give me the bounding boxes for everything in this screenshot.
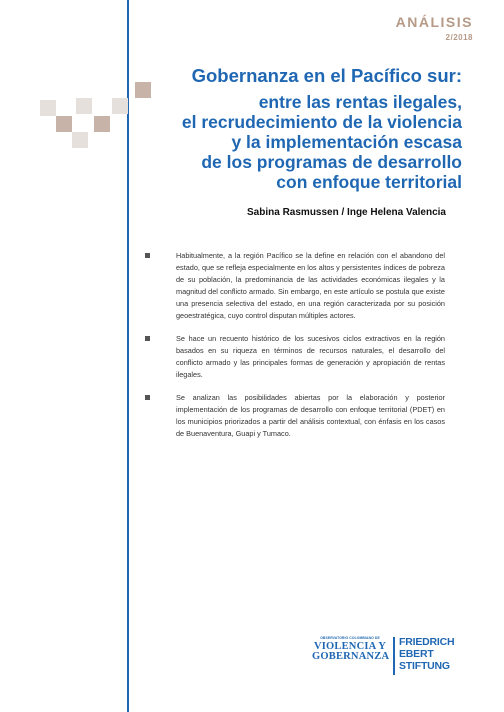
bullet-item xyxy=(145,333,445,381)
subtitle-line: con enfoque territorial xyxy=(276,172,462,192)
deco-square xyxy=(94,116,110,132)
fes-line-1: FRIEDRICH xyxy=(399,636,455,648)
deco-square xyxy=(112,98,128,114)
observatorio-line-1: VIOLENCIA Y xyxy=(313,641,387,652)
bullet-text: Se hace un recuento histórico de los sucesivos ciclos extractivos en la región basados en su riqueza en términos de recursos naturales, el desarrollo del conflicto armado y las principales formas de generación y apropiación de rentas ilegales. xyxy=(176,334,445,379)
title-main: Gobernanza en el Pacífico sur: xyxy=(191,65,462,86)
observatorio-small-text: OBSERVATORIO COLOMBIANO DE xyxy=(320,636,380,640)
bullet-square-icon xyxy=(145,253,150,258)
deco-square xyxy=(135,82,151,98)
logo-separator xyxy=(393,637,395,675)
footer-logos xyxy=(312,636,464,676)
bullet-item xyxy=(145,250,445,322)
observatorio-logo xyxy=(312,636,388,662)
bullet-text: Habitualmente, a la región Pacífico se la define en relación con el abandono del estado, que se refleja especialmente en los altos y persistentes índices de pobreza de su población, la predominancia de las actividades económicas ilegales y la magnitud del conflicto armado. Sin embargo, en este artículo se postula que existe una presencia selectiva del estado, en una región caracterizada por su posición geoestratégica, cuyo control disputan múltiples actores. xyxy=(176,251,445,320)
bullet-square-icon xyxy=(145,336,150,341)
summary-bullets xyxy=(145,250,445,451)
document-title xyxy=(152,66,462,192)
fes-logo xyxy=(399,636,454,672)
series-label xyxy=(396,14,473,42)
subtitle-line: entre las rentas ilegales, xyxy=(258,92,462,112)
fes-line-2: EBERT xyxy=(399,648,434,660)
deco-square xyxy=(56,116,72,132)
authors: Sabina Rasmussen / Inge Helena Valencia xyxy=(247,207,446,218)
fes-line-3: STIFTUNG xyxy=(399,660,450,672)
deco-square xyxy=(72,132,88,148)
deco-square xyxy=(76,98,92,114)
subtitle-line: el recrudecimiento de la violencia xyxy=(181,112,462,132)
subtitle-line: y la implementación escasa xyxy=(231,132,462,152)
observatorio-line-2: GOBERNANZA xyxy=(312,651,390,662)
title-subtitle xyxy=(152,92,462,192)
bullet-item xyxy=(145,392,445,440)
series-name: ANÁLISIS xyxy=(395,14,473,30)
subtitle-line: de los programas de desarrollo xyxy=(201,152,462,172)
bullet-text: Se analizan las posibilidades abiertas por la elaboración y posterior implementación de los programas de desarrollo con enfoque territorial (PDET) en los municipios priorizados a partir del análisis contextual, con énfasis en los casos de Buenaventura, Guapi y Tumaco. xyxy=(176,393,445,438)
series-number: 2/2018 xyxy=(445,33,473,42)
bullet-square-icon xyxy=(145,395,150,400)
deco-square xyxy=(40,100,56,116)
